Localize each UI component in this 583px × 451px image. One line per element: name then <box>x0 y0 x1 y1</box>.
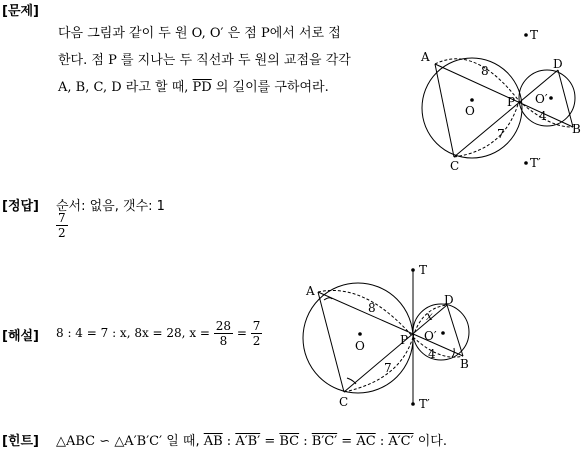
problem-line-1: 다음 그림과 같이 두 원 O, O′ 은 점 P에서 서로 접 <box>58 26 341 41</box>
hint-colon-1: : <box>222 434 236 449</box>
problem-tag: [문제] <box>2 4 39 19</box>
circle-o-prime <box>413 304 469 360</box>
length-pb: 4 <box>428 347 436 361</box>
point-t-prime <box>411 402 415 406</box>
point-t <box>524 33 528 37</box>
point-t-prime <box>524 161 528 165</box>
solution-f2-den: 2 <box>252 334 261 348</box>
label-c: C <box>339 395 349 409</box>
hint-seg-bc: $\overline{BC}$ <box>279 434 300 449</box>
label-o-prime: O′ <box>535 92 548 106</box>
hint-colon-3: : <box>375 434 389 449</box>
angle-mark-b <box>452 348 454 357</box>
figure-2 <box>300 262 490 412</box>
length-pb: 4 <box>539 109 547 123</box>
segment-ab <box>435 64 573 127</box>
label-t-prime: T′ <box>530 156 541 170</box>
figure-1 <box>405 20 580 180</box>
hint-seg-ab: $\overline{AB}$ <box>203 434 223 449</box>
hint-tag: [힌트] <box>2 434 39 449</box>
angle-mark-c <box>347 378 356 384</box>
segment-ab <box>318 292 463 356</box>
label-d: D <box>553 57 563 71</box>
length-ap: 8 <box>368 301 376 315</box>
segment-ac <box>318 292 344 392</box>
answer-denominator: 2 <box>58 226 66 240</box>
hint-seg-ac-prime: A′C′ <box>388 434 414 449</box>
answer-text: 순서: 없음, 갯수: 1 <box>56 199 165 214</box>
solution-f1-den: 8 <box>219 334 228 348</box>
label-t: T <box>530 28 539 42</box>
angle-mark-a <box>324 298 332 300</box>
arc-label-ap <box>318 290 413 337</box>
label-o: O <box>465 104 475 118</box>
hint-seg-ab-prime: A′B′ <box>235 434 261 449</box>
hint-end: 이다. <box>413 434 447 449</box>
point-o-prime <box>441 331 445 335</box>
hint-colon-2: : <box>299 434 312 449</box>
label-c: C <box>450 159 460 173</box>
point-o <box>358 332 362 336</box>
solution-tag: [해설] <box>2 329 39 344</box>
answer-value <box>56 212 68 239</box>
answer-numerator: 7 <box>58 211 66 225</box>
problem-line-3 <box>58 76 329 95</box>
length-pc: 7 <box>384 361 392 375</box>
label-o: O <box>355 339 365 353</box>
hint-tri-2: △A′B′C′ <box>114 434 163 449</box>
hint-tri-1: △ABC <box>56 434 96 449</box>
problem-line-3-end: 의 길이를 구하여라. <box>211 80 329 95</box>
problem-line-3-start: A, B, C, D 라고 할 때, <box>58 80 193 95</box>
label-t-prime: T′ <box>419 397 430 411</box>
point-t <box>411 268 415 272</box>
point-o-prime <box>549 96 553 100</box>
solution-eq-mid: = <box>233 326 251 340</box>
hint-eq-2: = <box>337 434 357 449</box>
hint-mid: 일 때, <box>162 434 204 449</box>
label-b: B <box>572 122 581 136</box>
label-a: A <box>421 50 430 64</box>
segment-pd: $\overline{PD}$ <box>192 80 212 95</box>
hint-eq-1: = <box>260 434 280 449</box>
hint-sim: ∽ <box>95 434 115 449</box>
answer-tag: [정답] <box>2 199 39 214</box>
label-t: T <box>419 263 428 277</box>
hint-seg-ac: $\overline{AC}$ <box>356 434 376 449</box>
label-b: B <box>460 357 469 371</box>
length-pd: x <box>426 309 433 323</box>
arc-label-pb <box>413 337 463 357</box>
label-d: D <box>444 293 454 307</box>
solution-eq-start: 8 : 4 = 7 : x, 8x = 28, x = <box>56 326 214 340</box>
hint-text <box>56 430 447 449</box>
length-pc: 7 <box>497 127 505 141</box>
label-p: P <box>400 333 409 347</box>
point-o <box>470 98 474 102</box>
hint-seg-bc-prime: B′C′ <box>311 434 338 449</box>
solution-equation <box>56 318 262 348</box>
label-p: P <box>507 95 516 109</box>
solution-f1-num: 28 <box>215 319 232 333</box>
problem-line-2: 한다. 점 P 를 지나는 두 직선과 두 원의 교점을 각각 <box>58 53 351 68</box>
segment-ac <box>435 64 454 157</box>
label-o-prime: O′ <box>424 329 437 343</box>
length-ap: 8 <box>481 64 489 78</box>
solution-f2-num: 7 <box>252 319 261 333</box>
label-a: A <box>306 284 315 298</box>
